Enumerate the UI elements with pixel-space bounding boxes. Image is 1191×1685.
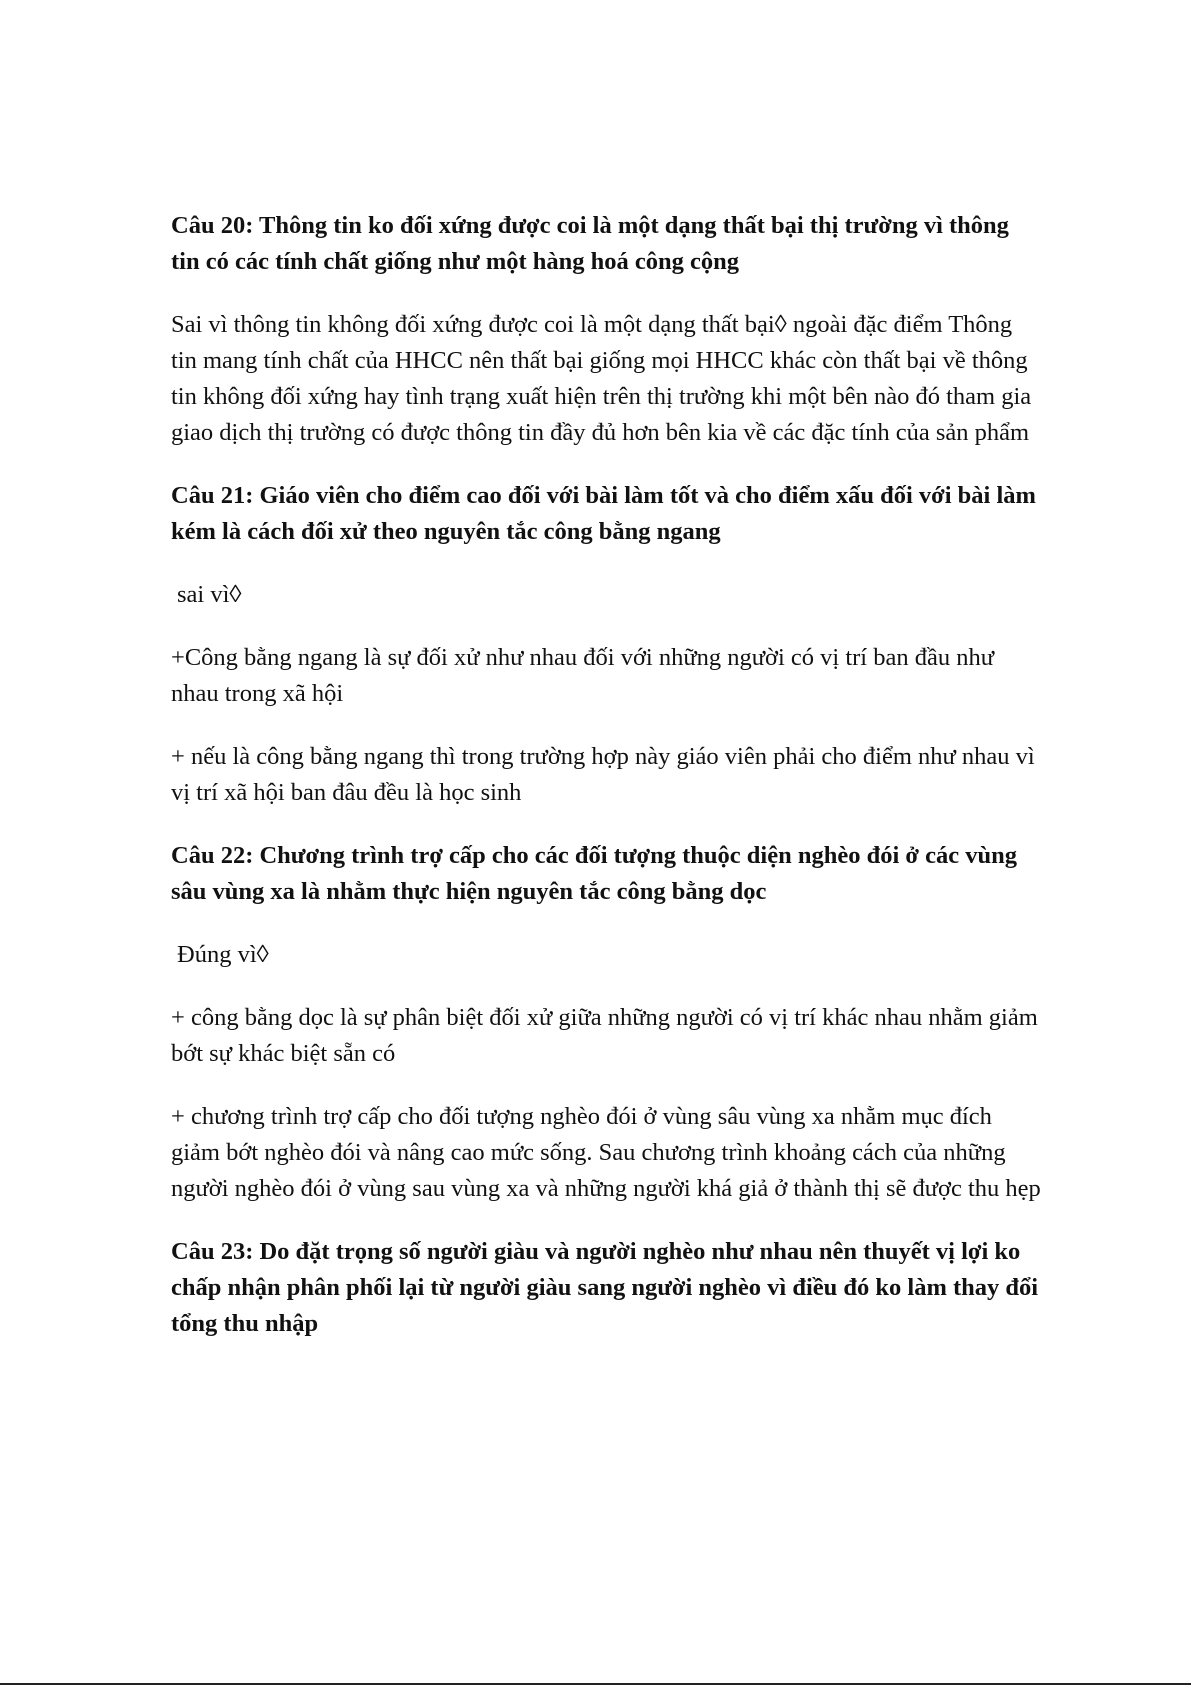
answer-paragraph: + công bằng dọc là sự phân biệt đối xử giữa những người có vị trí khác nhau nhằm giảm bớt sự khác biệt sẵn có — [171, 1004, 1038, 1067]
answer-paragraph: +Công bằng ngang là sự đối xử như nhau đối với những người có vị trí ban đầu như nhau trong xã hội — [171, 644, 995, 707]
answer-verdict: Đúng vì◊ — [177, 941, 269, 968]
question-21 — [171, 478, 1041, 811]
answer-paragraph: + nếu là công bằng ngang thì trong trường hợp này giáo viên phải cho điểm như nhau vì vị trí xã hội ban đâu đều là học sinh — [171, 743, 1035, 806]
answer-verdict: sai vì◊ — [177, 581, 242, 608]
question-23 — [171, 1234, 1041, 1342]
question-20 — [171, 208, 1041, 451]
question-heading: Câu 22: Chương trình trợ cấp cho các đối tượng thuộc diện nghèo đói ở các vùng sâu vùng xa là nhằm thực hiện nguyên tắc công bằng dọc — [171, 842, 1017, 905]
question-heading: Câu 21: Giáo viên cho điểm cao đối với bài làm tốt và cho điểm xấu đối với bài làm kém là cách đối xử theo nguyên tắc công bằng ngang — [171, 482, 1036, 545]
document-body — [171, 208, 1041, 1369]
question-22 — [171, 838, 1041, 1207]
answer-paragraph: + chương trình trợ cấp cho đối tượng nghèo đói ở vùng sâu vùng xa nhằm mục đích giảm bớt nghèo đói và nâng cao mức sống. Sau chương trình khoảng cách của những người nghèo đói ở vùng sau vùng xa và những người khá giả ở thành thị sẽ được thu hẹp — [171, 1103, 1041, 1202]
question-heading: Câu 23: Do đặt trọng số người giàu và người nghèo như nhau nên thuyết vị lợi ko chấp nhận phân phối lại từ người giàu sang người nghèo vì điều đó ko làm thay đổi tổng thu nhập — [171, 1238, 1039, 1337]
answer-paragraph: Sai vì thông tin không đối xứng được coi là một dạng thất bại◊ ngoài đặc điểm Thông tin mang tính chất của HHCC nên thất bại giống mọi HHCC khác còn thất bại về thông tin không đối xứng hay tình trạng xuất hiện trên thị trường khi một bên nào đó tham gia giao dịch thị trường có được thông tin đầy đủ hơn bên kia về các đặc tính của sản phẩm — [171, 311, 1032, 446]
question-heading: Câu 20: Thông tin ko đối xứng được coi là một dạng thất bại thị trường vì thông tin có các tính chất giống như một hàng hoá công cộng — [171, 212, 1009, 275]
